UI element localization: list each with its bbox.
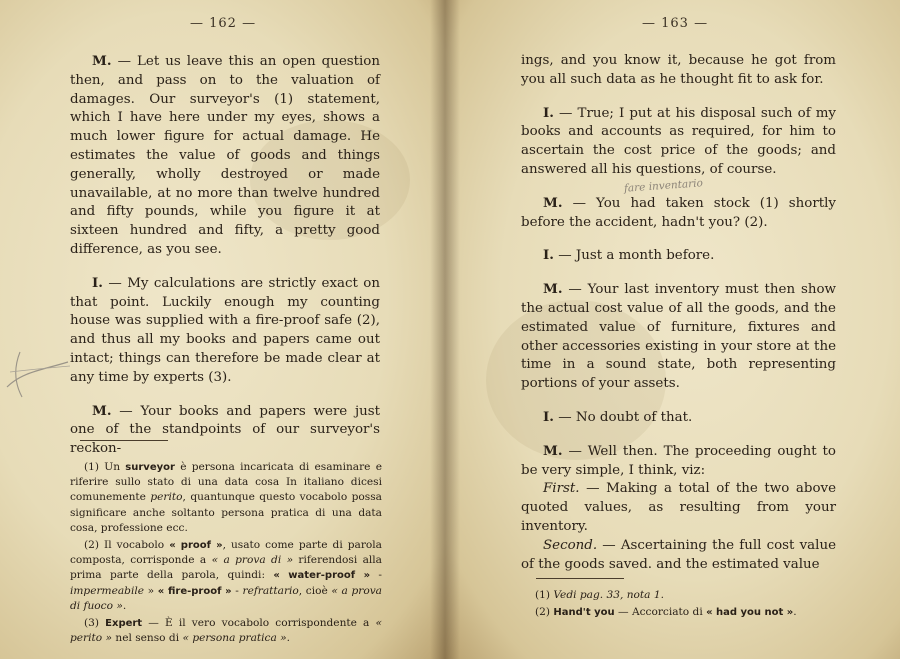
- speaker-label: I.: [543, 104, 554, 121]
- footnotes: [70, 460, 382, 646]
- paragraph-text: — Your last inventory must then show the actual cost value of all the goods, and the estimated value of furniture, fixtures and other accessories existing in your store at the time in a sound state, both representing portions of your assets.: [521, 282, 836, 392]
- footnote-italic: perito: [150, 491, 183, 504]
- footnote-text: (2) Il vocabolo: [84, 539, 170, 552]
- footnote-term: surveyor: [125, 462, 175, 473]
- paragraph: [70, 402, 380, 459]
- footnote-term: Hand't you: [553, 607, 615, 619]
- paragraph: [521, 246, 836, 266]
- footnote-text: (3): [84, 617, 106, 630]
- footnote-text: , cioè: [298, 584, 332, 597]
- paragraph-text: — Your books and papers were just one of the standpoints of our surveyor's reckon-: [70, 403, 380, 457]
- right-page: [446, 0, 900, 659]
- footnote: [70, 460, 382, 536]
- page-body: [70, 52, 380, 473]
- footnote-italic: « persona pratica »: [182, 632, 287, 645]
- footnote-text: , usato come parte di parola composta, corrisponde a: [70, 539, 382, 567]
- speaker-label: M.: [543, 281, 563, 298]
- paragraph-text: — No doubt of that.: [558, 409, 693, 425]
- paragraph: [521, 194, 836, 233]
- handwritten-note: fare inventario: [623, 177, 704, 195]
- page-number: — 162 —: [190, 16, 257, 31]
- footnote: [521, 605, 836, 620]
- footnote-italic: « a prova di fuoco »: [70, 584, 382, 612]
- footnote-text: riferendosi alla prima parte della parola, quindi:: [70, 554, 382, 582]
- pencil-margin-mark: [2, 342, 72, 402]
- footnote-italic: refrattario: [242, 584, 299, 597]
- footnote: [521, 588, 836, 603]
- paragraph: [70, 52, 380, 260]
- speaker-label: I.: [543, 247, 554, 264]
- speaker-label: I.: [92, 274, 103, 291]
- footnote-text: — Accorciato di: [614, 606, 707, 619]
- footnote-text: — È il vero vocabolo corrispondente a: [142, 617, 376, 630]
- footnote-text: è persona incaricata di esaminare e riferire sullo stato di una data cosa In italiano dicesi comunemente: [70, 461, 382, 504]
- list-item: [521, 537, 836, 575]
- footnote-text: (1): [535, 589, 554, 601]
- footnote-text: nel senso di: [112, 632, 183, 645]
- footnote-italic: « a prova di »: [211, 554, 294, 567]
- paragraph: [521, 408, 836, 428]
- footnote-term: « proof »: [169, 540, 223, 552]
- paragraph-text: — You had taken stock (1) shortly before the accident, hadn't you? (2).: [521, 195, 836, 230]
- page-number: — 163 —: [642, 16, 709, 31]
- footnote: [70, 538, 382, 614]
- paragraph: [521, 52, 836, 90]
- paragraph: [70, 274, 380, 388]
- list-text: — Making a total of the two above quoted values, as resulting from your inventory.: [521, 481, 836, 534]
- paragraph-text: ings, and you know it, because he got from you all such data as he thought fit to ask for.: [521, 53, 836, 87]
- footnote-text: .: [122, 599, 127, 612]
- footnote-divider: [80, 440, 168, 441]
- list-label: Second.: [543, 537, 598, 553]
- footnote-term: « had you not »: [706, 607, 794, 619]
- paragraph: [521, 280, 836, 394]
- list-text: — Ascertaining the full cost value of the goods saved. and the estimated value: [521, 537, 836, 572]
- footnote: [70, 616, 382, 646]
- footnote-text: .: [660, 589, 664, 601]
- paragraph-text: — Just a month before.: [558, 248, 715, 264]
- speaker-label: M.: [92, 402, 112, 419]
- footnote-divider: [536, 578, 624, 579]
- paragraph: [521, 104, 836, 180]
- footnote-text: (1) Un: [84, 461, 126, 473]
- footnote-text: .: [793, 606, 797, 619]
- footnote-italic: « perito »: [70, 617, 382, 645]
- footnote-term: Expert: [105, 618, 143, 630]
- paragraph-text: — Well then. The proceeding ought to be very simple, I think, viz:: [521, 443, 836, 478]
- list-item: [521, 480, 836, 536]
- speaker-label: M.: [543, 194, 563, 211]
- footnote-text: (2): [535, 606, 554, 619]
- book-gutter: [430, 0, 460, 659]
- paragraph-text: — Let us leave this an open question then, and pass on to the valuation of damages. Our surveyor's (1) statement, which I have here under my eyes, shows a much lower figure for actual damage. He estimates the value of goods and things generally, wholly destroyed or made unavailable, at no more than twelve hundred and fifty pounds, while you figure it at sixteen hundred and fifty, a pretty good difference, as you see.: [70, 54, 380, 257]
- footnote-italic: Vedi pag. 33, nota 1: [553, 589, 661, 601]
- footnote-term: « fire-proof »: [157, 585, 232, 597]
- footnote-text: »: [144, 584, 158, 597]
- paragraph-text: — True; I put at his disposal such of my books and accounts as required, for him to ascertain the cost price of the goods; and answered all his questions, of course.: [521, 105, 836, 177]
- footnote-text: .: [286, 632, 291, 645]
- paragraph: [521, 442, 836, 481]
- paragraph-text: — My calculations are strictly exact on that point. Luckily enough my counting house was supplied with a fire-proof safe (2), and thus all my books and papers came out intact; things can therefore be made clear at any time by experts (3).: [70, 275, 380, 385]
- footnote-text: -: [370, 569, 382, 582]
- speaker-label: M.: [92, 53, 112, 69]
- left-page: [0, 0, 446, 659]
- footnotes: [521, 588, 836, 620]
- page-body: [521, 52, 836, 574]
- speaker-label: I.: [543, 408, 554, 425]
- list-label: First.: [543, 481, 580, 497]
- footnote-italic: impermeabile: [70, 584, 145, 597]
- footnote-text: , quantunque questo vocabolo possa significare anche soltanto persona pratica di una data cosa, professione ecc.: [70, 491, 382, 534]
- speaker-label: M.: [543, 442, 563, 459]
- footnote-text: -: [231, 584, 243, 597]
- footnote-term: « water-proof »: [273, 570, 371, 582]
